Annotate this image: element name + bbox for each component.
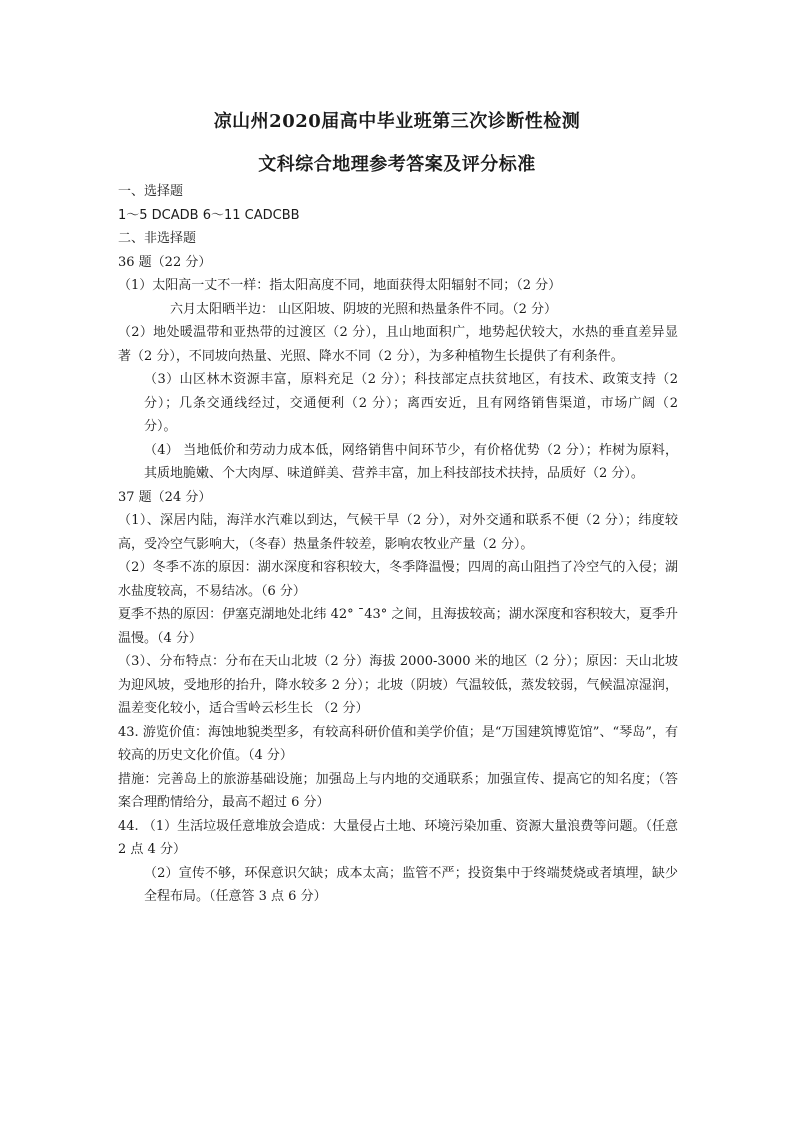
- q37-part2-winter: （2）冬季不冻的原因：湖水深度和容积较大，冬季降温慢；四周的高山阻挡了冷空气的入侵；湖水盐度较高，不易结冰。（6 分）: [118, 560, 678, 599]
- question-37-heading: 37 题（24 分）: [118, 489, 212, 505]
- q36-part1-line1: （1）太阳高一丈不一样：指太阳高度不同，地面获得太阳辐射不同；（2 分）: [118, 278, 562, 293]
- q43-value: 43. 游览价值：海蚀地貌类型多，有较高科研价值和美学价值；是“万国建筑博览馆”、“琴岛”，有较高的历史文化价值。（4 分）: [118, 724, 678, 763]
- section-heading-nonchoice: 二、非选择题: [118, 231, 197, 246]
- q37-part2-summer: 夏季不热的原因：伊塞克湖地处北纬 42° ¯43° 之间，且海拔较高；湖水深度和容积较大，夏季升温慢。（4 分）: [118, 607, 678, 646]
- q44-part2: （2）宣传不够，环保意识欠缺；成本太高；监管不严；投资集中于终端焚烧或者填埋，缺少全程布局。（任意答 3 点 6 分）: [144, 865, 678, 904]
- document-title: 凉山州2020届高中毕业班第三次诊断性检测: [213, 111, 581, 132]
- section-heading-choice: 一、选择题: [118, 184, 184, 199]
- q37-part1: （1）、深居内陆，海洋水汽难以到达，气候干旱（2 分），对外交通和联系不便（2 分）；纬度较高，受冷空气影响大，（冬春）热量条件较差，影响农牧业产量（2 分）。: [118, 513, 678, 552]
- q36-part4: （4） 当地低价和劳动力成本低，网络销售中间环节少，有价格优势（2 分）；柞树为原料，其质地脆嫩、个大肉厚、味道鲜美、营养丰富，加上科技部技术扶持，品质好（2 分）。: [144, 442, 678, 481]
- q36-part3: （3）山区林木资源丰富，原料充足（2 分）；科技部定点扶贫地区，有技术、政策支持（2 分）；几条交通线经过，交通便利（2 分）；离西安近，且有网络销售渠道，市场广阔（2 分）。: [144, 372, 678, 434]
- q43-measures: 措施：完善岛上的旅游基础设施；加强岛上与内地的交通联系；加强宣传、提高它的知名度；（答案合理酌情给分，最高不超过 6 分）: [118, 771, 678, 810]
- document-subtitle: 文科综合地理参考答案及评分标准: [258, 154, 536, 175]
- question-36-heading: 36 题（22 分）: [118, 254, 212, 270]
- q44-part1: 44. （1）生活垃圾任意堆放会造成：大量侵占土地、环境污染加重、资源大量浪费等问题。（任意 2 点 4 分）: [118, 818, 678, 857]
- answer-body: [118, 180, 678, 909]
- q36-part1-line2: 六月太阳晒半边： 山区阳坡、阴坡的光照和热量条件不同。（2 分）: [170, 301, 558, 317]
- q37-part3: （3）、分布特点：分布在天山北坡（2 分）海拔 2000-3000 米的地区（2 分）；原因：天山北坡为迎风坡，受地形的抬升，降水较多 2 分）；北坡（阴坡）气温较低，蒸发较弱，气候温凉湿润，温差变化较小，适合雪岭云杉生长 （2 分）: [118, 654, 678, 716]
- choice-answers: 1～5 DCADB 6～11 CADCBB: [118, 207, 300, 223]
- q36-part2: （2）地处暖温带和亚热带的过渡区（2 分），且山地面积广，地势起伏较大，水热的垂直差异显著（2 分），不同坡向热量、光照、降水不同（2 分），为多种植物生长提供了有利条件。: [118, 325, 678, 364]
